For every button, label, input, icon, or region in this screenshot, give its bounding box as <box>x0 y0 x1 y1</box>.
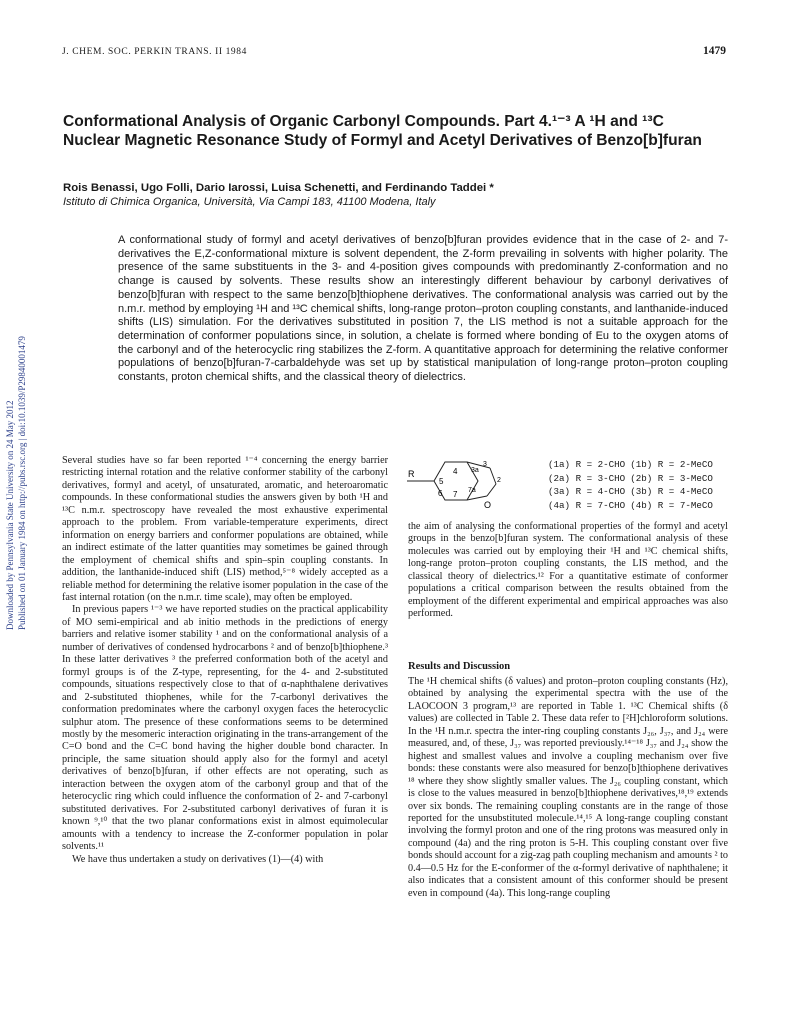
download-side-note <box>5 220 27 630</box>
authors: Rois Benassi, Ugo Folli, Dario Iarossi, Luisa Schenetti, and Ferdinando Taddei * <box>63 182 494 194</box>
compound-a: (1a) R = 2-CHO <box>548 459 626 470</box>
section-heading: Results and Discussion <box>408 661 511 672</box>
benzofuran-structure-diagram <box>405 452 545 514</box>
compound-b: (4b) R = 7-MeCO <box>630 499 713 511</box>
position-3a-label: 3a <box>471 467 479 474</box>
affiliation: Istituto di Chimica Organica, Università, Via Campi 183, 41100 Modena, Italy <box>63 196 436 208</box>
compound-list <box>548 458 718 512</box>
compound-row <box>548 499 718 513</box>
right-column-intro: the aim of analysing the conformational properties of the formyl and acetyl groups in the benzo[b]furan system. The conformational analysis of these molecules was carried out by employing their ¹H and ¹³C chemical shifts, long-range proton–proton coupling constants, the LIS method, and the classical theory of dielectrics.¹² For a quantitative estimate of conformer populations a critical comparison between the results obtained from the employment of the different experimental and empirical approaches was also performed. <box>408 521 728 620</box>
paragraph: We have thus undertaken a study on derivatives (1)—(4) with <box>72 853 324 865</box>
paragraph: In previous papers ¹⁻³ we have reported studies on the practical applicability of MO semi-empirical and ab initio methods in the predictions of energy barriers and relative isomer stability ¹ and on the conformational analysis of a number of derivatives of condensed hydrocarbons ² and of benzo[b]thiophene.³ In these latter derivatives ³ the preferred conformation both of the acetyl and formyl groups is of the Z-type, representing, for the 4- and 2-substituted compounds, situations respectively close to that of α-naphthalene derivatives and 2-substituted thiophenes, while for the 7-carbonyl derivatives the conformation predominates where the carbonyl oxygen faces the heterocyclic sulphur atom. The presence of these conformations seems to be determined mostly by the mesomeric interaction originating in the trans-arrangement of the C=O bond and the C=C bond having the higher double bond character. In principle, the same situation should apply also for the formyl and acetyl derivatives of benzo[b]furan, if other effects are not operating, such as interaction between the oxygen atom of the carbonyl group and that of the heterocyclic ring which could influence the conformation of 2- and 7-carbonyl substituted derivatives. For 2-substituted carbonyl derivatives of furan it is known ⁹,¹⁰ that the two planar conformations exist in almost equimolecular amounts with a tendency to increase the Z-conformer population in polar solvents.¹¹ <box>62 604 388 853</box>
paragraph: Several studies have so far been reported ¹⁻⁴ concerning the energy barrier restricting internal rotation and the relative conformer stability of the carbonyl derivatives, formyl and acetyl, of unsaturated, aromatic, and heteroaromatic compounds. In these conformational studies the answers given by both ¹H and ¹³C n.m.r. spectroscopy have revealed the most exhaustive experimental approach to the problem. From variable-temperature experiments, direct information on energy barriers and conformer populations are obtained, while an indirect estimate of the latter quantities may sometimes be gained through the employment of chemical shifts and spin–spin coupling constants. In addition, the lanthanide-induced shift (LIS) method,⁵⁻⁸ widely accepted as a reliable method for determining the relative isomer population in the case of the fast internal rotation (on the n.m.r. time scale), may often be employed. <box>62 455 388 603</box>
position-5-label: 5 <box>439 477 444 486</box>
abstract: A conformational study of formyl and acetyl derivatives of benzo[b]furan provides evidence that in the case of 2- and 7-derivatives the E,Z-conformational mixture is solvent dependent, the Z-form prevailing in solvents with higher polarity. The presence of the same substituents in the 3- and 4-position gives compounds with predominantly Z-conformation and no change is caused by solvents. These results show an interestingly different behaviour by carbonyl derivatives of benzo[b]furan with respect to the same benzo[b]thiophene derivatives. The conformational analysis was carried out by the n.m.r. method by employing ¹H and ¹³C chemical shifts, long-range proton–proton coupling constants, and lanthanide-induced shifts (LIS) simulation. For the derivatives substituted in position 7, the LIS method is not a suitable approach for the determination of conformer populations since, in solution, a chelate is formed where bonding of Eu to the oxygen atoms of the carbonyl and of the heterocyclic ring stabilizes the Z-form. A quantitative approach for determining the relative conformer populations of benzo[b]furan-7-carbaldehyde was set up by statistical manipulation of long-range proton–proton coupling constants, proton chemical shifts, and the classical theory of dielectrics. <box>118 234 728 384</box>
oxygen-label: O <box>484 500 492 510</box>
position-3-label: 3 <box>483 461 487 468</box>
page-number: 1479 <box>703 45 726 57</box>
position-6-label: 6 <box>438 489 443 498</box>
compound-row <box>548 472 718 486</box>
left-column <box>62 455 388 866</box>
r-label: R <box>408 469 415 479</box>
compound-a: (2a) R = 3-CHO <box>548 472 626 484</box>
compound-row <box>548 485 718 499</box>
compound-a: (3a) R = 4-CHO <box>548 486 626 498</box>
right-column-results: The ¹H chemical shifts (δ values) and proton–proton coupling constants (Hz), obtained by analysing the experimental spectra with the use of the LAOCOON 3 program,¹³ are reported in Table 1. ¹³C Chemical shifts (δ values) are collected in Table 2. These data refer to [²H]chloroform solutions. In the ¹H n.m.r. spectra the inter-ring coupling constants J₂₆, J₃₇, and J₂₄ were measured, and, of these, J₃₇ was reported previously.¹⁴⁻¹⁸ J₃₇ and J₂₄ show the highest and smallest values and involve a coupling mechanism over five bonds: these constants were also measured for benzo[b]thiophene derivatives ¹⁸ where they show slightly smaller values. The J₂₆ coupling constant, which is close to the values measured in benzo[b]thiophene derivatives,¹⁸,¹⁹ extends over six bonds. The remaining coupling constants are in the range of those reported for the unsubstituted molecule.¹⁴,¹⁵ A long-range coupling constant involving the formyl proton and one of the ring protons was measured only in compound (4a) and the ring proton is 5-H. This coupling constant over five bonds should account for a zig-zag path coupling mechanism and amounts ² to 0.4—0.5 Hz for the E-conformer of the α-formyl derivative of naphthalene; it also indicates that a consistent amount of this conformer should be present even in compound (4a). This long-range coupling <box>408 676 728 899</box>
compound-b: (1b) R = 2-MeCO <box>630 459 713 470</box>
compound-row <box>548 458 718 472</box>
compound-a: (4a) R = 7-CHO <box>548 499 626 511</box>
compound-b: (2b) R = 3-MeCO <box>630 472 713 484</box>
position-7a-label: 7a <box>468 487 476 494</box>
compound-b: (3b) R = 4-MeCO <box>630 486 713 498</box>
side-note-line-1: Published on 01 January 1984 on http://pubs.rsc.org | doi:10.1039/P29840001479 <box>17 336 27 630</box>
position-2-label: 2 <box>497 477 501 484</box>
journal-header: J. CHEM. SOC. PERKIN TRANS. II 1984 <box>62 47 247 57</box>
position-7-label: 7 <box>453 490 458 499</box>
position-4-label: 4 <box>453 467 458 476</box>
paper-title: Conformational Analysis of Organic Carbonyl Compounds. Part 4.¹⁻³ A ¹H and ¹³C Nuclear Magnetic Resonance Study of Formyl and Acetyl Derivatives of Benzo[b]furan <box>63 113 702 149</box>
side-note-line-2: Downloaded by Pennsylvania State University on 24 May 2012 <box>5 400 15 630</box>
